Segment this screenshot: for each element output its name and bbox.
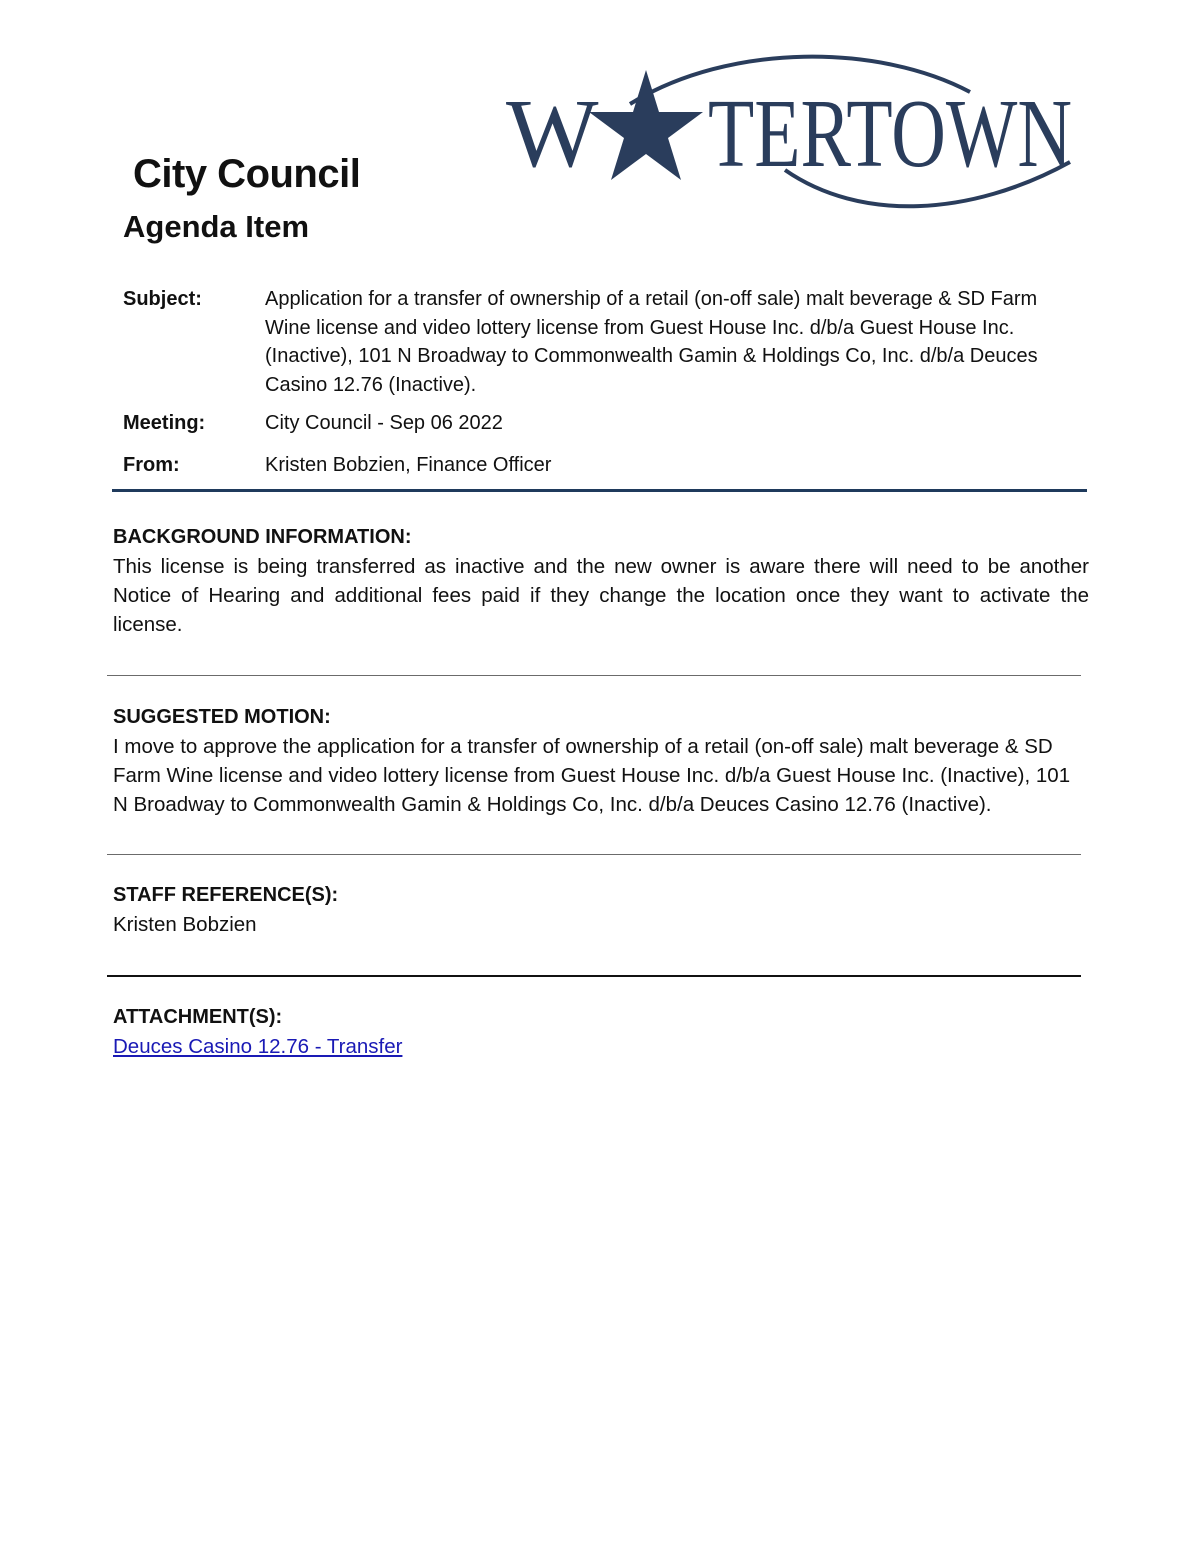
watertown-logo-graphic [500,52,1085,217]
meeting-value: City Council - Sep 06 2022 [265,412,503,434]
subject-label: Subject: [123,288,202,310]
header-divider [112,489,1087,492]
subject-value: Application for a transfer of ownership of a retail (on-off sale) malt beverage & SD Farm Wine license and video lottery license from Guest House Inc. d/b/a Guest House Inc. (Inactive), 101 N Broadway to Commonwealth Gamin & Holdings Co, Inc. d/b/a Deuces Casino 12.76 (Inactive). [265,288,1038,396]
watertown-logo [500,52,1085,217]
star-icon [589,70,703,180]
section-divider [107,854,1081,855]
page-subtitle: Agenda Item [123,209,310,244]
staff-body: Kristen Bobzien [113,913,257,936]
subject-row [123,285,1073,399]
attachment-link[interactable]: Deuces Casino 12.76 - Transfer [113,1035,403,1058]
motion-title: SUGGESTED MOTION: [113,706,331,728]
staff-title: STAFF REFERENCE(S): [113,884,339,906]
page-title: City Council [133,152,361,196]
from-label: From: [123,454,180,476]
logo-text-w: W [506,80,599,188]
staff-section [113,881,1089,939]
logo-text-tertown: TERTOWN [708,80,1072,188]
attachments-title: ATTACHMENT(S): [113,1006,283,1028]
background-section [113,523,1089,639]
background-title: BACKGROUND INFORMATION: [113,526,412,548]
attachments-section [113,1003,1089,1061]
motion-section [113,703,1089,819]
section-divider [107,975,1081,977]
from-value: Kristen Bobzien, Finance Officer [265,454,552,476]
motion-body: I move to approve the application for a transfer of ownership of a retail (on-off sale) malt beverage & SD Farm Wine license and video lottery license from Guest House Inc. d/b/a Guest House Inc. (Inactive), 101 N Broadway to Commonwealth Gamin & Holdings Co, Inc. d/b/a Deuces Casino 12.76 (Inactive). [113,735,1071,816]
from-row [123,451,1073,480]
section-divider [107,675,1081,676]
meeting-row [123,409,1073,438]
background-body: This license is being transferred as inactive and the new owner is aware there will need to be another Notice of Hearing and additional fees paid if they change the location once they want to activate the license. [113,555,1089,636]
meeting-label: Meeting: [123,412,206,434]
